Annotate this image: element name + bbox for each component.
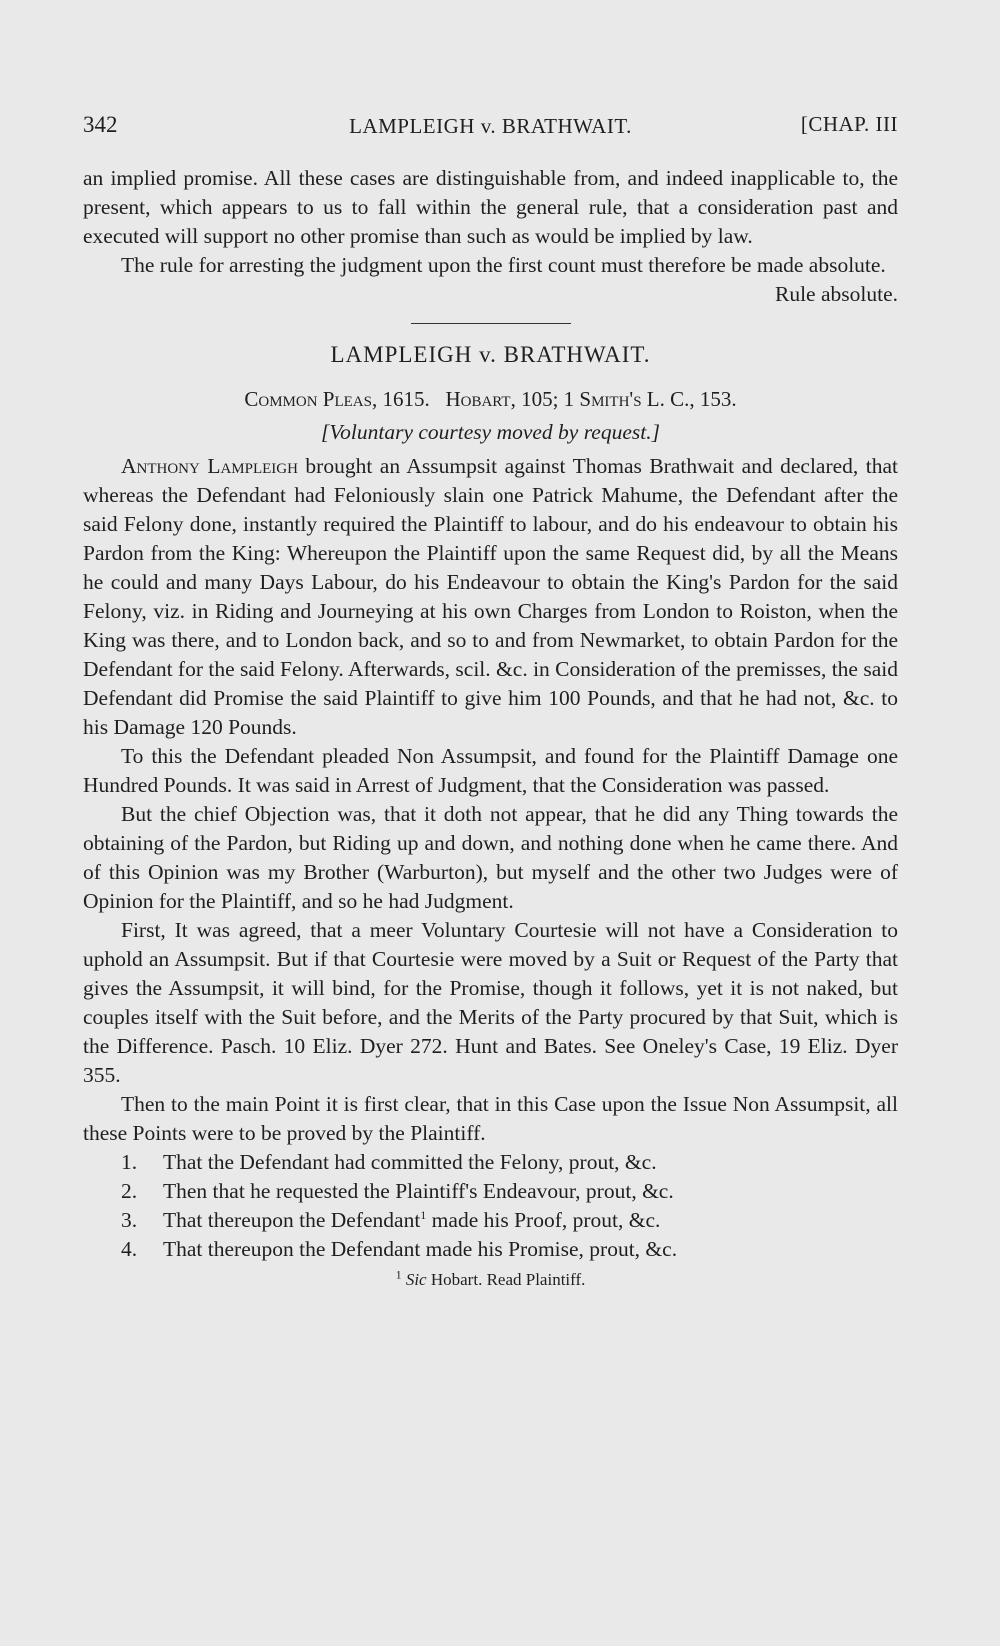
running-title: LAMPLEIGH v. BRATHWAIT. — [349, 114, 632, 138]
opinion-paragraph: First, It was agreed, that a meer Voluntary Courtesie will not have a Consideration to uphold an Assumpsit. But if that Courtesie were moved by a Suit or Request of the Party that gives the Assumpsit, it will bind, for the Promise, though it follows, yet it is not naked, but couples itself with the Suit before, and the Merits of the Party procured by that Suit, which is the Difference. Pasch. 10 Eliz. Dyer 272. Hunt and Bates. See Oneley's Case, 19 Eliz. Dyer 355. — [83, 918, 898, 1087]
court-year: Common Pleas, 1615. — [244, 387, 430, 411]
paragraph-text: brought an Assumpsit against Thomas Brathwait and declared, that whereas the Defendant had Feloniously slain one Patrick Mahume, the Defendant after the said Felony done, instantly required the Plaintiff to labour, and do his endeavour to obtain his Pardon from the King: Whereupon the Plaintiff upon the same Request did, by all the Means he could and many Days Labour, do his Endeavour to obtain the King's Pardon for the said Felony, viz. in Riding and Journeying at his own Charges from London to Roiston, when the King was there, and to London back, and so to and from Newmarket, to obtain Pardon for the Defendant for the said Felony. Afterwards, scil. &c. in Consideration of the premisses, the said Defendant did Promise the said Plaintiff to give him 100 Pounds, and that he had not, &c. to his Damage 120 Pounds. — [83, 454, 898, 739]
list-item: 4. That thereupon the Defendant made his Promise, prout, &c. — [121, 1237, 678, 1261]
plaintiff-name: Anthony Lampleigh — [121, 454, 298, 478]
result-line: Rule absolute. — [774, 282, 898, 306]
list-item: 3. That thereupon the Defendant$^1$ made his Proof, prout, &c. — [121, 1207, 661, 1232]
case-citation — [83, 384, 898, 414]
section-divider — [411, 323, 571, 324]
list-item: 2. Then that he requested the Plaintiff's Endeavour, prout, &c. — [121, 1179, 674, 1203]
opinion-paragraph: To this the Defendant pleaded Non Assumpsit, and found for the Plaintiff Damage one Hundred Pounds. It was said in Arrest of Judgment, that the Consideration was passed. — [83, 744, 898, 797]
chapter-label: [CHAP. III — [800, 112, 898, 136]
rule-paragraph: The rule for arresting the judgment upon the first count must therefore be made absolute. — [121, 253, 886, 277]
headnote: [Voluntary courtesy moved by request.] — [321, 420, 660, 444]
running-header — [83, 112, 898, 146]
footnote-marker: 1 — [395, 1267, 402, 1282]
reporter-smith: 1 Smith's L. C., 153. — [563, 387, 737, 411]
footnote-text: Hobart. Read Plaintiff. — [426, 1270, 586, 1289]
opinion-paragraph — [83, 452, 898, 742]
page-body — [83, 164, 898, 1292]
case-title: LAMPLEIGH v. BRATHWAIT. — [330, 342, 651, 367]
footnote — [83, 1268, 898, 1292]
reporter-hobart: Hobart, 105; — [445, 387, 559, 411]
opinion-paragraph: Then to the main Point it is first clear, that in this Case upon the Issue Non Assumpsit, all these Points were to be proved by the Plaintiff. — [83, 1092, 898, 1145]
continuation-paragraph: an implied promise. All these cases are distinguishable from, and indeed inapplicable to, the present, which appears to us to fall within the general rule, that a consideration past and executed will support no other promise than such as would be implied by law. — [83, 166, 898, 248]
footnote-sic: Sic — [405, 1270, 427, 1289]
page-number: 342 — [83, 112, 118, 137]
footnote-ref: 1 — [420, 1207, 427, 1222]
list-item: 1. That the Defendant had committed the Felony, prout, &c. — [121, 1150, 657, 1174]
opinion-paragraph: But the chief Objection was, that it doth not appear, that he did any Thing towards the obtaining of the Pardon, but Riding up and down, and nothing done when he came there. And of this Opinion was my Brother (Warburton), but myself and the other two Judges were of Opinion for the Plaintiff, and so he had Judgment. — [83, 802, 898, 913]
